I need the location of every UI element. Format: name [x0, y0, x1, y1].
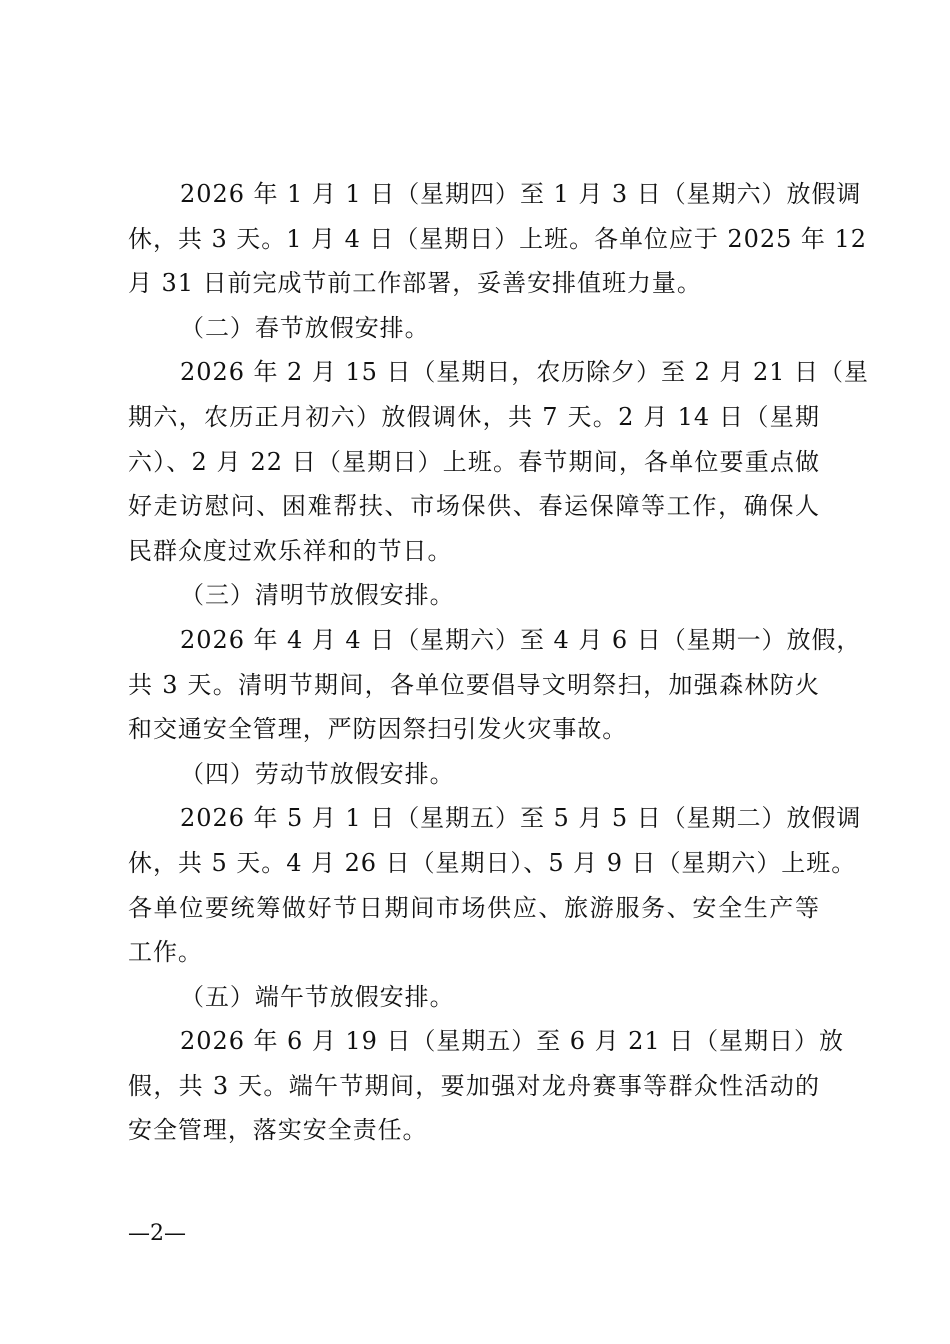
heading-qingming	[128, 573, 820, 618]
body-line: 好走访慰问、困难帮扶、市场保供、春运保障等工作，确保人	[128, 492, 820, 521]
body-line: 各单位要统筹做好节日期间市场供应、旅游服务、安全生产等	[128, 893, 820, 922]
paragraph-qingming	[128, 618, 862, 752]
section-heading: （五）端午节放假安排。	[180, 982, 455, 1011]
body-line: 2026 年 2 月 15 日（星期日，农历除夕）至 2 月 21 日（星	[180, 358, 869, 387]
section-heading: （三）清明节放假安排。	[180, 581, 455, 610]
body-line: 安全管理，落实安全责任。	[128, 1116, 428, 1145]
body-line: 2026 年 5 月 1 日（星期五）至 5 月 5 日（星期二）放假调	[180, 804, 862, 833]
paragraph-labor-day	[128, 796, 862, 974]
heading-labor-day	[128, 752, 820, 797]
body-line: 2026 年 1 月 1 日（星期四）至 1 月 3 日（星期六）放假调	[180, 180, 862, 208]
body-line: 月 31 日前完成节前工作部署，妥善安排值班力量。	[128, 269, 702, 298]
document-body	[128, 172, 869, 1153]
section-heading: （二）春节放假安排。	[180, 313, 430, 342]
heading-spring-festival	[128, 306, 820, 351]
paragraph-spring-festival	[128, 350, 869, 573]
section-heading: （四）劳动节放假安排。	[180, 759, 455, 788]
body-line: 和交通安全管理，严防因祭扫引发火灾事故。	[128, 715, 628, 744]
body-line: 期六，农历正月初六）放假调休，共 7 天。2 月 14 日（星期	[128, 402, 820, 431]
page-number: —2—	[128, 1221, 186, 1246]
body-line: 休，共 3 天。1 月 4 日（星期日）上班。各单位应于 2025 年 12	[128, 224, 867, 253]
body-line: 假，共 3 天。端午节期间，要加强对龙舟赛事等群众性活动的	[128, 1071, 820, 1100]
body-line: 民群众度过欢乐祥和的节日。	[128, 536, 453, 565]
paragraph-dragon-boat	[128, 1019, 844, 1153]
body-line: 2026 年 4 月 4 日（星期六）至 4 月 6 日（星期一）放假，	[180, 625, 862, 654]
body-line: 休，共 5 天。4 月 26 日（星期日）、5 月 9 日（星期六）上班。	[128, 848, 857, 877]
heading-dragon-boat	[128, 975, 820, 1020]
body-line: 六）、2 月 22 日（星期日）上班。春节期间，各单位要重点做	[128, 447, 820, 476]
body-line: 工作。	[128, 938, 203, 967]
body-line: 2026 年 6 月 19 日（星期五）至 6 月 21 日（星期日）放	[180, 1027, 844, 1056]
paragraph-new-year	[128, 172, 867, 306]
body-line: 共 3 天。清明节期间，各单位要倡导文明祭扫，加强森林防火	[128, 670, 820, 699]
